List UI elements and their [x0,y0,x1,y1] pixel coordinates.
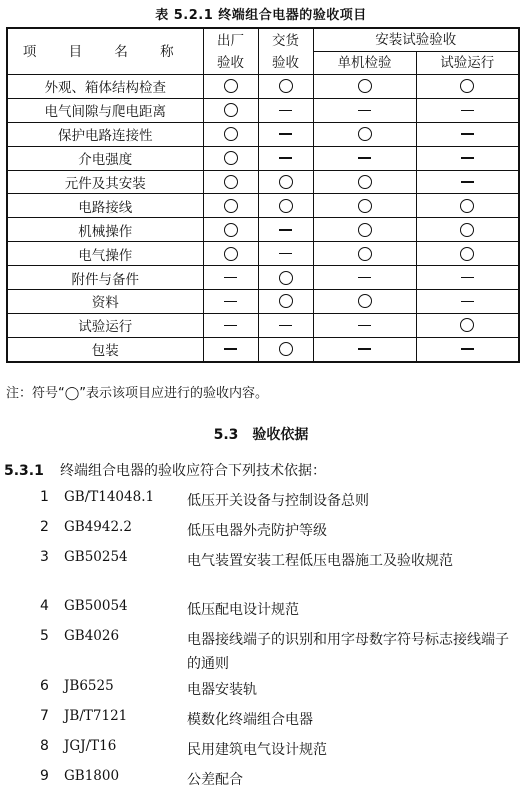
mark-cell [203,194,258,218]
table-row [7,218,519,242]
standard-index: 2 [40,519,49,535]
mark-cell [416,146,519,170]
header-factory: 出厂验收 [203,28,258,75]
mark-cell [313,266,416,290]
circle-mark-icon [224,175,238,189]
row-item-name: 元件及其安装 [7,170,203,194]
header-unit-check: 单机检验 [313,52,416,75]
standard-code: JGJ/T16 [64,738,117,754]
mark-cell [203,122,258,146]
table-caption: 表 5.2.1 终端组合电器的验收项目 [155,8,367,23]
circle-mark-icon [460,79,474,93]
mark-cell [416,242,519,266]
standard-title: 电气装置安装工程低压电器施工及验收规范 [187,553,453,569]
mark-cell [313,242,416,266]
mark-cell [203,146,258,170]
dash-mark-icon [461,348,474,350]
mark-cell [258,337,313,361]
circle-mark-icon [279,342,293,356]
standard-index: 1 [40,489,49,505]
mark-cell [313,313,416,337]
row-item-name: 保护电路连接性 [7,122,203,146]
clause-number: 5.3.1 [4,463,44,479]
mark-cell [203,218,258,242]
row-item-name: 试验运行 [7,313,203,337]
clause-text: 终端组合电器的验收应符合下列技术依据： [60,463,326,479]
standard-title: 民用建筑电气设计规范 [187,742,327,758]
circle-mark-icon [224,151,238,165]
standard-title: 低压电器外壳防护等级 [187,523,327,539]
dash-mark-icon [279,110,292,112]
table-row [7,122,519,146]
dash-mark-icon [224,301,237,303]
acceptance-table [6,27,520,363]
table-row [7,146,519,170]
circle-mark-icon [279,271,293,285]
mark-cell [258,313,313,337]
row-item-name: 资料 [7,290,203,314]
mark-cell [313,122,416,146]
mark-cell [258,290,313,314]
table-row [7,337,519,361]
mark-cell [313,337,416,361]
mark-cell [203,75,258,99]
dash-mark-icon [358,325,371,327]
circle-mark-icon [279,79,293,93]
mark-cell [416,75,519,99]
table-note: 注：符号“◯”表示该项目应进行的验收内容。 [6,386,269,401]
mark-cell [416,266,519,290]
dash-mark-icon [358,110,371,112]
dash-mark-icon [358,348,371,350]
mark-cell [203,266,258,290]
dash-mark-icon [279,133,292,135]
header-delivery: 交货验收 [258,28,313,75]
standard-code: GB50054 [64,598,128,614]
circle-mark-icon [460,199,474,213]
section-number: 5.3 [213,427,239,443]
dash-mark-icon [279,157,292,159]
standard-code: JB/T7121 [64,708,128,724]
row-item-name: 介电强度 [7,146,203,170]
circle-mark-icon [358,223,372,237]
table-row [7,242,519,266]
standard-index: 5 [40,628,49,644]
mark-cell [258,98,313,122]
row-item-name: 机械操作 [7,218,203,242]
mark-cell [313,146,416,170]
table-row [7,194,519,218]
mark-cell [258,218,313,242]
row-item-name: 电路接线 [7,194,203,218]
table-row [7,313,519,337]
mark-cell [258,75,313,99]
mark-cell [203,170,258,194]
table-row [7,266,519,290]
mark-cell [203,98,258,122]
table-row [7,98,519,122]
mark-cell [258,242,313,266]
dash-mark-icon [461,277,474,279]
circle-mark-icon [224,199,238,213]
mark-cell [203,242,258,266]
circle-mark-icon [358,79,372,93]
standard-title: 电器安装轨 [187,682,257,698]
table-row [7,75,519,99]
dash-mark-icon [358,277,371,279]
circle-mark-icon [358,199,372,213]
circle-mark-icon [224,103,238,117]
mark-cell [258,266,313,290]
circle-mark-icon [224,223,238,237]
dash-mark-icon [461,301,474,303]
circle-mark-icon [224,127,238,141]
mark-cell [416,170,519,194]
mark-cell [258,122,313,146]
header-trial-run: 试验运行 [416,52,519,75]
circle-mark-icon [279,199,293,213]
circle-mark-icon [279,294,293,308]
mark-cell [313,98,416,122]
standard-title: 公差配合 [187,772,243,788]
mark-cell [313,290,416,314]
circle-mark-icon [460,247,474,261]
standard-code: GB4942.2 [64,519,132,535]
standard-index: 7 [40,708,49,724]
standard-index: 8 [40,738,49,754]
row-item-name: 附件与备件 [7,266,203,290]
standard-title: 电器接线端子的识别和用字母数字符号标志接线端子的通则 [187,632,509,672]
mark-cell [313,75,416,99]
standard-code: GB1800 [64,768,120,784]
standard-code: GB/T14048.1 [64,489,155,505]
circle-mark-icon [279,175,293,189]
circle-mark-icon [460,318,474,332]
dash-mark-icon [224,325,237,327]
dash-mark-icon [461,157,474,159]
standard-title: 模数化终端组合电器 [187,712,313,728]
mark-cell [313,194,416,218]
circle-mark-icon [358,294,372,308]
circle-mark-icon [358,127,372,141]
table-row [7,170,519,194]
standard-title: 低压配电设计规范 [187,602,299,618]
dash-mark-icon [279,253,292,255]
dash-mark-icon [461,181,474,183]
row-item-name: 电气间隙与爬电距离 [7,98,203,122]
circle-mark-icon [224,79,238,93]
dash-mark-icon [358,157,371,159]
dash-mark-icon [279,229,292,231]
standard-code: GB4026 [64,628,120,644]
mark-cell [258,146,313,170]
mark-cell [313,170,416,194]
dash-mark-icon [461,133,474,135]
row-item-name: 电气操作 [7,242,203,266]
header-install-group: 安装试验验收 [313,28,519,52]
section-heading [0,424,522,444]
row-item-name: 外观、箱体结构检查 [7,75,203,99]
mark-cell [313,218,416,242]
standard-code: GB50254 [64,549,128,565]
mark-cell [258,194,313,218]
standard-title: 低压开关设备与控制设备总则 [187,493,369,509]
standard-code: JB6525 [64,678,114,694]
dash-mark-icon [224,277,237,279]
row-item-name: 包装 [7,337,203,361]
standard-index: 4 [40,598,49,614]
table-row [7,290,519,314]
table-body [7,75,519,362]
section-title: 验收依据 [252,427,309,443]
mark-cell [203,313,258,337]
mark-cell [416,218,519,242]
standard-index: 3 [40,549,49,565]
dash-mark-icon [224,348,237,350]
standard-index: 6 [40,678,49,694]
mark-cell [258,170,313,194]
dash-mark-icon [461,110,474,112]
mark-cell [416,337,519,361]
mark-cell [416,313,519,337]
dash-mark-icon [279,325,292,327]
circle-mark-icon [224,247,238,261]
circle-mark-icon [358,175,372,189]
mark-cell [416,290,519,314]
mark-cell [203,290,258,314]
mark-cell [416,98,519,122]
mark-cell [203,337,258,361]
header-item-name: 项 目 名 称 [7,28,203,75]
circle-mark-icon [460,223,474,237]
mark-cell [416,122,519,146]
clause-paragraph [4,460,326,480]
circle-mark-icon [358,247,372,261]
standard-index: 9 [40,768,49,784]
mark-cell [416,194,519,218]
